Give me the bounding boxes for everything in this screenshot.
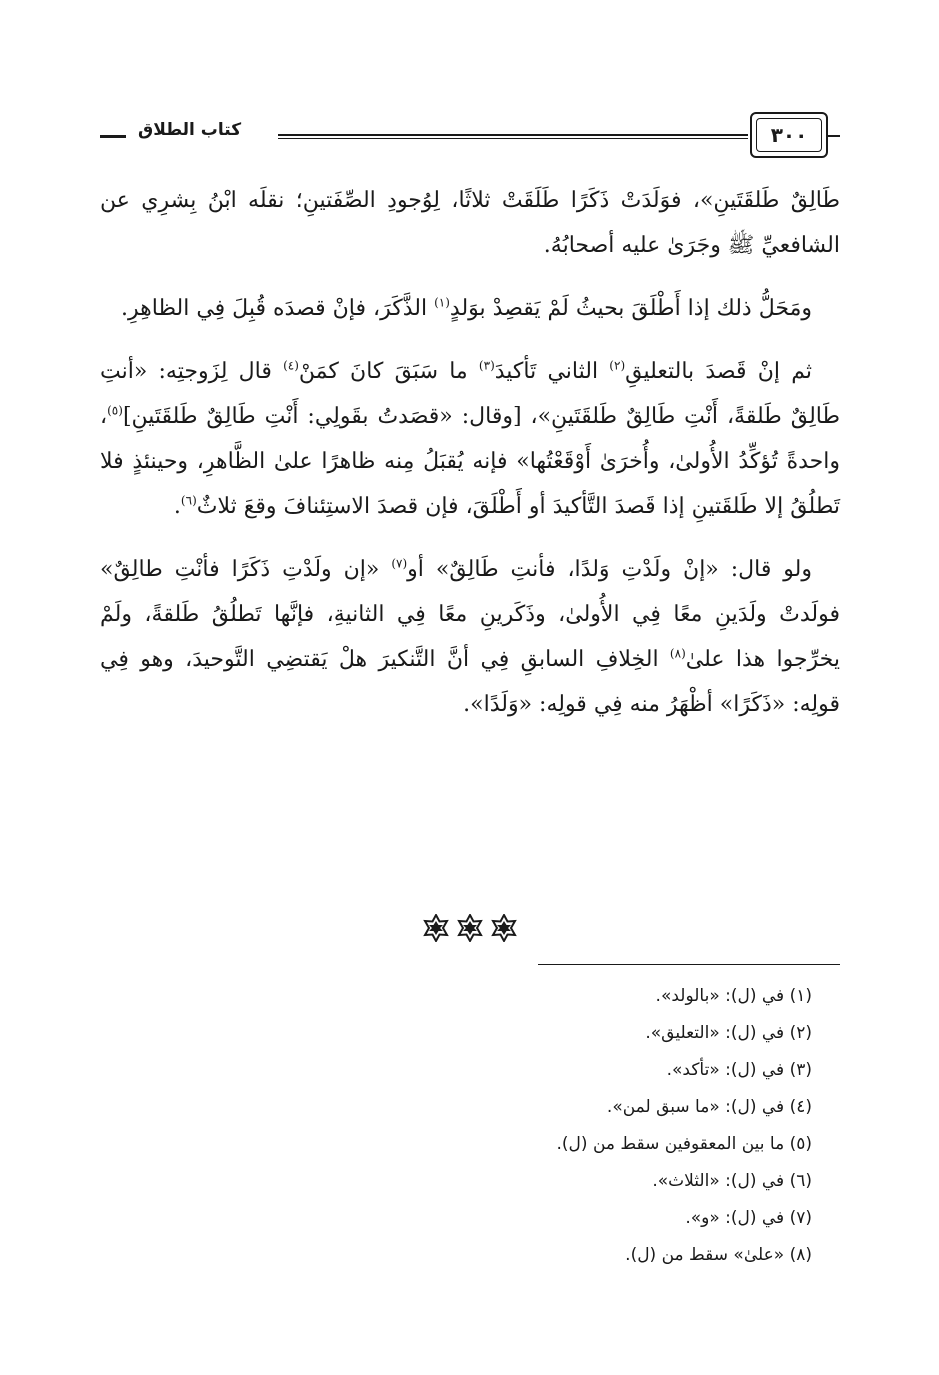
footnote-5: (٥) ما بين المعقوفين سقط من (ل). [556,1134,812,1154]
star-ornament-icon [490,914,518,942]
paragraph-3-part-a: ثم إنْ قَصدَ بالتعليقِ [625,359,812,384]
footnote-3: (٣) في (ل): «تأكد». [666,1060,812,1080]
footnote-ref-7[interactable]: (٧) [391,556,408,571]
paragraph-3-part-f: . [173,494,181,519]
paragraph-3 [100,349,840,529]
header-rule [278,134,748,136]
book-page [100,108,840,1328]
chapter-title: كتاب الطلاق [138,120,242,140]
footnotes-list [112,978,812,1274]
footnote-ref-1[interactable]: (١) [434,295,450,310]
paragraph-4 [100,547,840,727]
footnote-6: (٦) في (ل): «الثلاث». [652,1171,812,1191]
footnote-ref-6[interactable]: (٦) [180,493,197,508]
paragraph-2-text: ومَحَلُّ ذلك إذا أَطْلَقَ بحيثُ لَمْ يَقصِدْ بوَلدٍ [449,296,812,321]
footnote-1: (١) في (ل): «بالولد». [655,986,812,1006]
footnote-8: (٨) «علىٰ» سقط من (ل). [625,1245,812,1265]
star-ornament-icon [422,914,450,942]
main-text [100,178,840,745]
paragraph-4-part-c: الخِلافِ السابقِ فِي أنَّ التَّنكيرَ هلْ يَقتضِي التَّوحيدَ، وهو فِي قولِه: «ذَكَرًا» أظْهَرُ منه فِي قولِه: «وَلَدًا». [100,647,840,717]
footnote-ref-8[interactable]: (٨) [669,646,686,661]
footnote-ref-5[interactable]: (٥) [107,403,123,418]
footnote-ref-4[interactable]: (٤) [283,358,299,373]
footnote-separator [538,964,840,965]
footnote-7: (٧) في (ل): «و». [685,1208,812,1228]
paragraph-1-text: طَالِقٌ طَلقَتَينِ»، فوَلَدَتْ ذَكَرًا طَلَقَتْ ثلاثًا، لِوُجودِ الصِّفَتينِ؛ نقلَه ابْنُ بِشرِي عن الشافعيِّ ﷺ وجَرَىٰ عليه أصحابُهُ. [100,188,840,258]
paragraph-2-tail: الذَّكَرَ، فإنْ قصدَه قُبِلَ فِي الظاهِرِ. [121,296,428,321]
page-header [100,108,840,172]
header-dash [100,135,126,138]
footnote-ref-3[interactable]: (٣) [478,358,495,373]
footnote-4: (٤) في (ل): «ما سبق لمن». [606,1097,812,1117]
footnote-ref-2[interactable]: (٢) [609,358,626,373]
paragraph-3-part-b: الثاني تَأكيدَ [494,359,599,384]
page-number-frame [750,112,828,158]
paragraph-3-part-c: ما سَبَقَ كانَ كمَنْ [298,359,468,384]
page-number: ٣٠٠ [756,118,822,152]
paragraph-3-part-e: ، واحدةً تُؤكِّدُ الأُولىٰ، وأُخرَىٰ أَوْقَعْتُها» فإنه يُقبَلُ مِنه ظاهرًا علىٰ الظَّاهرِ، وحينئذٍ فلا تَطلُقُ إلا طَلقَتينِ إذا قَصدَ التَّأكيدَ أو أَطْلَقَ، فإن قصدَ الاستِئنافَ وقعَ ثلاثٌ [100,404,840,519]
paragraph-4-part-a: ولو قال: «إنْ ولَدْتِ وَلدًا، فأنتِ طَالِقٌ» أو [407,557,812,582]
footnote-2: (٢) في (ل): «التعليق». [645,1023,812,1043]
paragraph-3-part-d: قال لِزَوجتِه: «أنتِ طَالِقٌ طَلقةً، أَنْتِ طَالِقٌ طَلقَتَينِ»، [وقال: «قصَدتُ بقَولِي: أَنْتِ طَالِقٌ طَلقَتَينِ] [100,359,840,429]
paragraph-1 [100,178,840,268]
section-ornament [100,914,840,942]
paragraph-4-part-b: «إن ولَدْتِ ذَكَرًا فأنْتِ طالِقٌ» فولَدتْ ولَدَينِ معًا فِي الأُولىٰ، وذَكَرينِ معًا فِي الثانيةِ، فإنَّها تَطلُقُ طَلقةً، ولَمْ يخرِّجوا هذا علىٰ [100,557,840,672]
header-tick [828,135,840,137]
star-ornament-icon [456,914,484,942]
paragraph-2 [100,286,840,331]
